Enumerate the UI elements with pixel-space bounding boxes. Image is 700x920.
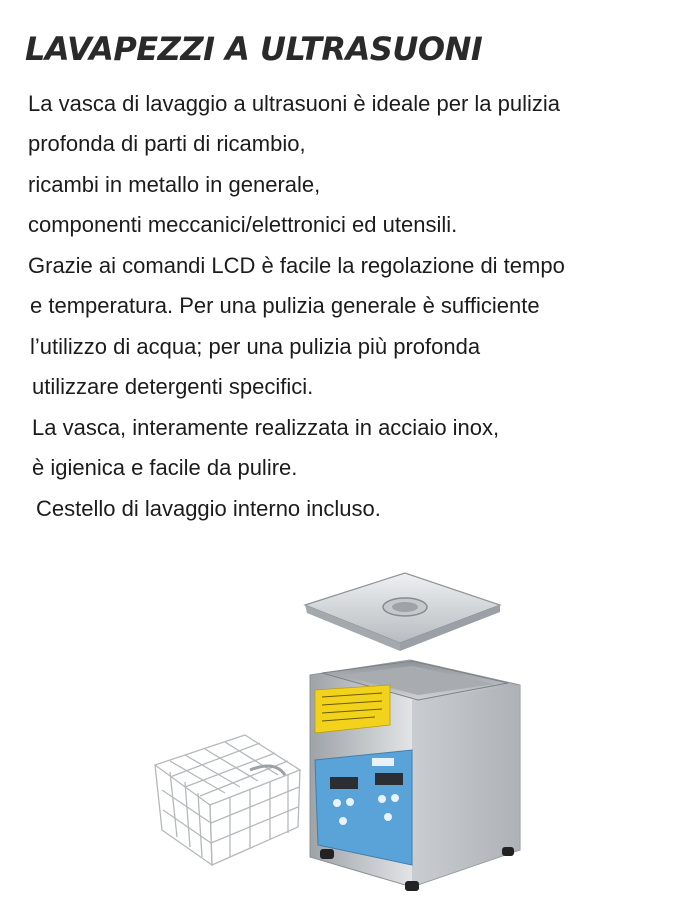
tank-lid — [305, 573, 500, 651]
description-line: Cestello di lavaggio interno incluso. — [36, 496, 381, 521]
description-line: La vasca, interamente realizzata in acciaio inox, — [32, 415, 500, 440]
description-line: l’utilizzo di acqua; per una pulizia più profonda — [30, 334, 481, 359]
control-panel — [315, 750, 412, 865]
ultrasonic-cleaner-image — [150, 565, 530, 905]
description-line: ricambi in metallo in generale, — [28, 172, 321, 197]
description-line: profonda di parti di ricambio, — [28, 131, 306, 156]
description-line: componenti meccanici/elettronici ed utensili. — [28, 212, 458, 237]
description-line: è igienica e facile da pulire. — [32, 455, 298, 480]
description-line: utilizzare detergenti specifici. — [32, 374, 314, 399]
description-line: La vasca di lavaggio a ultrasuoni è ideale per la pulizia — [28, 91, 561, 116]
cleaner-body — [310, 660, 520, 891]
page-title: LAVAPEZZI A ULTRASUONI — [25, 30, 483, 68]
wire-basket — [155, 735, 300, 865]
description-line: Grazie ai comandi LCD è facile la regolazione di tempo — [28, 253, 565, 278]
description-line: e temperatura. Per una pulizia generale è sufficiente — [30, 293, 540, 318]
